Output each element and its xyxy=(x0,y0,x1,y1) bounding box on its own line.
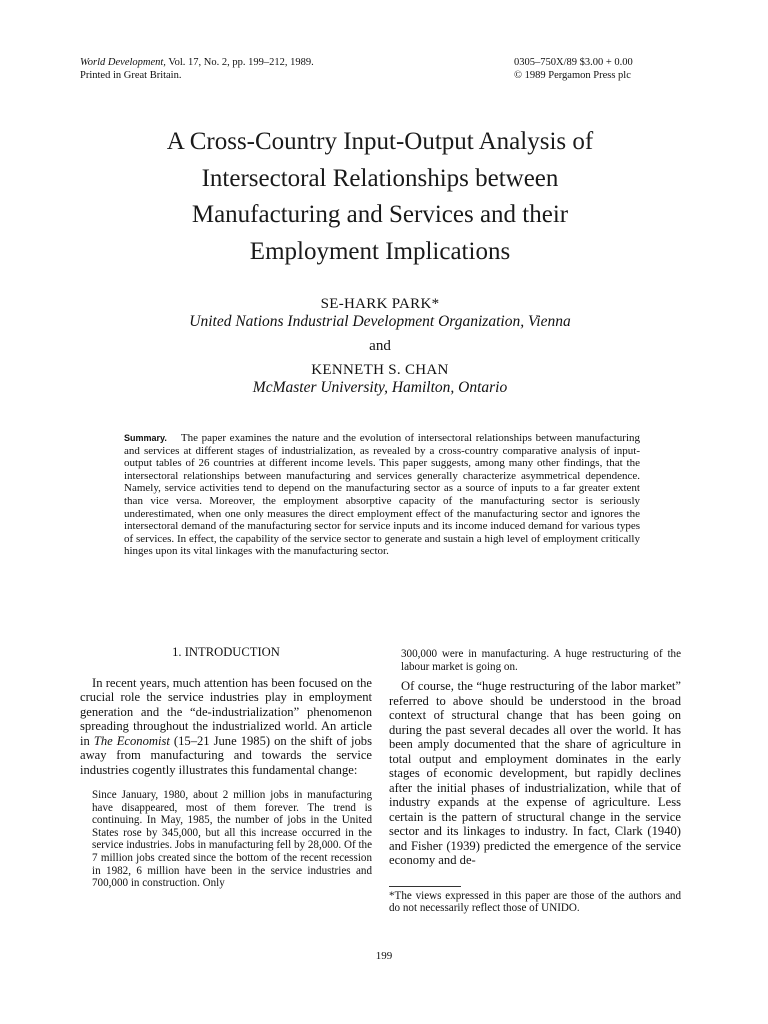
title-line: A Cross-Country Input-Output Analysis of xyxy=(166,128,594,155)
author-conjunction: and xyxy=(369,338,391,354)
section-heading: 1. INTRODUCTION xyxy=(172,645,280,659)
publisher-header xyxy=(514,56,684,82)
author-affiliation: McMaster University, Hamilton, Ontario xyxy=(252,379,508,396)
title-line: Manufacturing and Services and their xyxy=(191,201,569,228)
italic-publication: The Economist xyxy=(93,733,170,748)
block-quote-continued: 300,000 were in manufacturing. A huge restructuring of the labour market is going on. xyxy=(401,648,681,673)
paragraph-text: In recent years, much attention has been focused on the crucial role the service industries play in employment generation and the “de-industrialization” phenomenon spreading throughout the industrialized world. An article in xyxy=(80,675,372,748)
issn-price: 0305–750X/89 $3.00 + 0.00 xyxy=(514,57,633,68)
summary-text: The paper examines the nature and the evolution of intersectoral relationships between manufacturing and services at different stages of industrialization, as revealed by a cross-country comparative analysis of input-output tables of 26 countries at different income levels. This paper suggests, among many other findings, that the intersectoral relationships between manufacturing and services generally characterize asymmetrical dependence. Namely, service activities tend to depend on the manufacturing sector as a source of inputs to a far greater extent than vice versa. Moreover, the employment absorptive capacity of the manufacturing sector is seriously underestimated, when one only measures the direct employment effect of the manufacturing sector and ignores the intersectoral demand of the manufacturing sector for service inputs and its income induced demand for various types of services. In effect, the capability of the service sector to generate and sustain a high level of employment critically hinges upon its vital linkages with the manufacturing sector. xyxy=(124,432,640,558)
block-quote: Since January, 1980, about 2 million jobs in manufacturing have disappeared, most of them forever. The trend is continuing. In May, 1985, the number of jobs in the United States rose by 345,000, but all this increase occurred in the service industries. Jobs in manufacturing fell by 28,000. Of the 7 million jobs created since the bottom of the recent recession in 1982, 6 million have been in the service industries and 700,000 in construction. Only xyxy=(92,789,372,890)
summary-label: Summary. xyxy=(124,433,167,443)
author-affiliation: United Nations Industrial Development Organization, Vienna xyxy=(189,313,571,330)
title-line: Intersectoral Relationships between xyxy=(201,164,559,192)
copyright-notice: © 1989 Pergamon Press plc xyxy=(514,70,631,81)
journal-header xyxy=(80,56,314,82)
right-column xyxy=(389,648,681,915)
body-paragraph xyxy=(80,676,372,778)
body-paragraph: Of course, the “huge restructuring of the labor market” referred to above should be understood in the broad context of structural change that has been going on during the past several decades all over the world. It has been amply documented that the share of agriculture in total output and employment dominates in the early stages of economic development, but rapidly declines after the initial phases of industrialization, while that of industry expands at the expense of agriculture. Less certain is the pattern of structural change in the service sector and its linkages to industry. In fact, Clark (1940) and Fisher (1939) predicted the emergence of the service economy and de- xyxy=(389,679,681,868)
author-name: SE-HARK PARK* xyxy=(320,296,440,312)
title-line: Employment Implications xyxy=(249,237,511,265)
author-name: KENNETH S. CHAN xyxy=(311,362,449,378)
footnote-divider xyxy=(389,886,461,887)
author-block xyxy=(80,295,680,397)
printed-note: Printed in Great Britain. xyxy=(80,70,182,81)
left-column xyxy=(80,645,372,890)
paragraph-text: (15–21 June 1985) on the shift of jobs away from manufacturing and towards the service industries cogently illustrates this fundamental change: xyxy=(80,733,372,777)
journal-name: World Development, xyxy=(80,57,166,68)
page-number: 199 xyxy=(375,950,393,962)
footnote: *The views expressed in this paper are those of the authors and do not necessarily reflect those of UNIDO. xyxy=(389,889,681,915)
summary-block xyxy=(124,432,640,558)
paper-title xyxy=(80,124,680,270)
journal-citation: Vol. 17, No. 2, pp. 199–212, 1989. xyxy=(165,57,314,68)
